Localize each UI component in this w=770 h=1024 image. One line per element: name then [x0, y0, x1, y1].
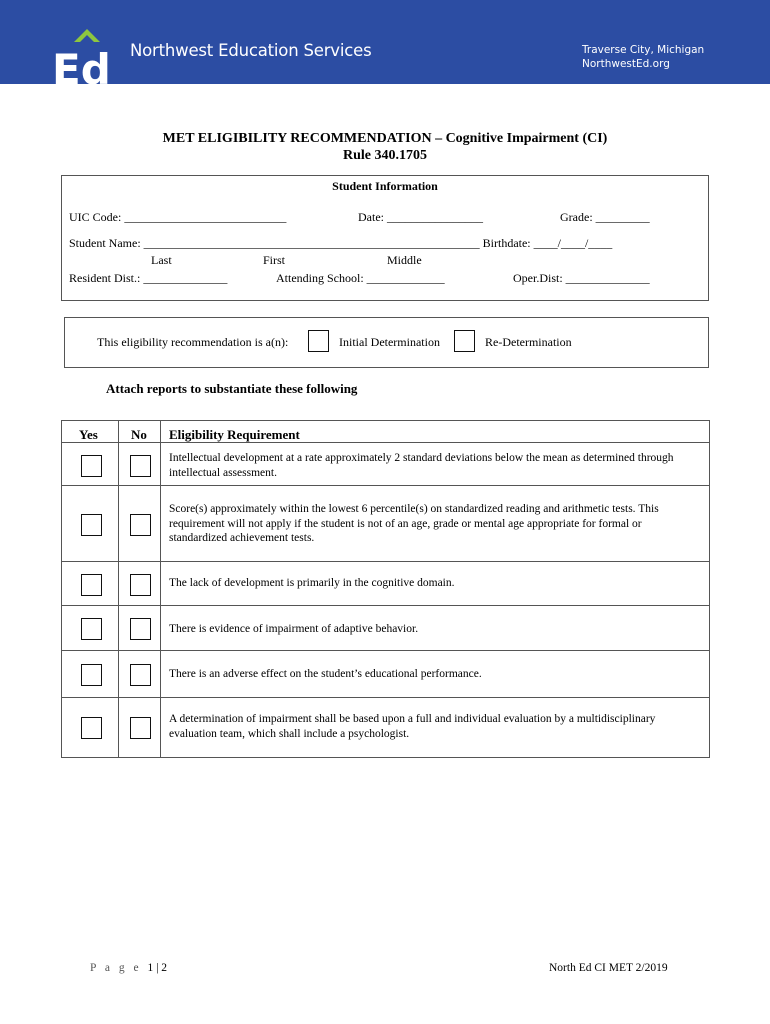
- middle-name-label: Middle: [387, 253, 422, 267]
- northwest-ed-logo: [52, 24, 122, 86]
- requirement-column-header: Eligibility Requirement: [169, 427, 300, 442]
- header-banner: [0, 0, 770, 84]
- org-name: Northwest Education Services: [130, 41, 372, 60]
- no-checkbox[interactable]: [130, 664, 151, 686]
- requirement-text: Intellectual development at a rate approximately 2 standard deviations below the mean as determined through intellectual assessment.: [169, 452, 674, 479]
- form-title: MET ELIGIBILITY RECOMMENDATION – Cognitive Impairment (CI): [162, 131, 608, 146]
- no-column-header: No: [131, 427, 147, 442]
- resident-district-field[interactable]: Resident Dist.: ______________: [69, 271, 228, 285]
- determination-prompt: This eligibility recommendation is a(n):: [97, 335, 289, 349]
- org-location: [582, 43, 704, 71]
- location-website: NorthwestEd.org: [582, 58, 670, 70]
- requirement-text: Score(s) approximately within the lowest 6 percentile(s) on standardized reading and arithmetic tests. This requirement will not apply if the student is not of an age, grade or mental age appropriate for formal or standardized achievement tests.: [169, 503, 659, 544]
- attach-reports-heading: Attach reports to substantiate these following: [106, 381, 358, 396]
- column-divider: [118, 421, 119, 757]
- yes-checkbox[interactable]: [81, 514, 102, 536]
- no-checkbox[interactable]: [130, 574, 151, 596]
- first-name-label: First: [263, 253, 286, 267]
- attending-school-field[interactable]: Attending School: _____________: [276, 271, 445, 285]
- re-determination-label: Re-Determination: [485, 335, 572, 349]
- determination-box: [64, 317, 709, 368]
- no-checkbox[interactable]: [130, 514, 151, 536]
- yes-checkbox[interactable]: [81, 574, 102, 596]
- requirement-text: The lack of development is primarily in the cognitive domain.: [169, 577, 455, 589]
- row-divider: [62, 561, 709, 562]
- last-name-label: Last: [151, 253, 172, 267]
- no-checkbox[interactable]: [130, 618, 151, 640]
- page-label: P a g e: [90, 962, 142, 974]
- date-field[interactable]: Date: ________________: [358, 210, 483, 224]
- requirement-text: There is an adverse effect on the student’s educational performance.: [169, 668, 482, 680]
- no-checkbox[interactable]: [130, 717, 151, 739]
- row-divider: [62, 650, 709, 651]
- initial-determination-label: Initial Determination: [339, 335, 440, 349]
- operating-district-field[interactable]: Oper.Dist: ______________: [513, 271, 650, 285]
- yes-checkbox[interactable]: [81, 664, 102, 686]
- row-divider: [62, 605, 709, 606]
- student-info-box: [61, 175, 709, 301]
- yes-checkbox[interactable]: [81, 455, 102, 477]
- column-divider: [160, 421, 161, 757]
- re-determination-checkbox[interactable]: [454, 330, 475, 352]
- logo-text: Ed: [52, 45, 111, 86]
- row-divider: [62, 442, 709, 443]
- uic-code-field[interactable]: UIC Code: ___________________________: [69, 210, 287, 224]
- page-number: 1 | 2: [147, 962, 167, 974]
- location-city: Traverse City, Michigan: [582, 44, 705, 56]
- student-info-heading: Student Information: [332, 179, 438, 193]
- yes-checkbox[interactable]: [81, 717, 102, 739]
- requirement-text: There is evidence of impairment of adaptive behavior.: [169, 623, 419, 635]
- no-checkbox[interactable]: [130, 455, 151, 477]
- grade-field[interactable]: Grade: _________: [560, 210, 650, 224]
- requirement-text: A determination of impairment shall be based upon a full and individual evaluation by a multidisciplinary evaluation team, which shall include a psychologist.: [169, 713, 656, 740]
- eligibility-table: [61, 420, 710, 758]
- form-rule: Rule 340.1705: [343, 148, 427, 163]
- yes-column-header: Yes: [79, 427, 98, 442]
- row-divider: [62, 697, 709, 698]
- yes-checkbox[interactable]: [81, 618, 102, 640]
- document-id: North Ed CI MET 2/2019: [549, 962, 668, 974]
- initial-determination-checkbox[interactable]: [308, 330, 329, 352]
- student-name-field[interactable]: Student Name: ________________________________________________________ Birthdate: ____/____/____: [69, 236, 613, 250]
- row-divider: [62, 485, 709, 486]
- page-indicator: [90, 962, 167, 974]
